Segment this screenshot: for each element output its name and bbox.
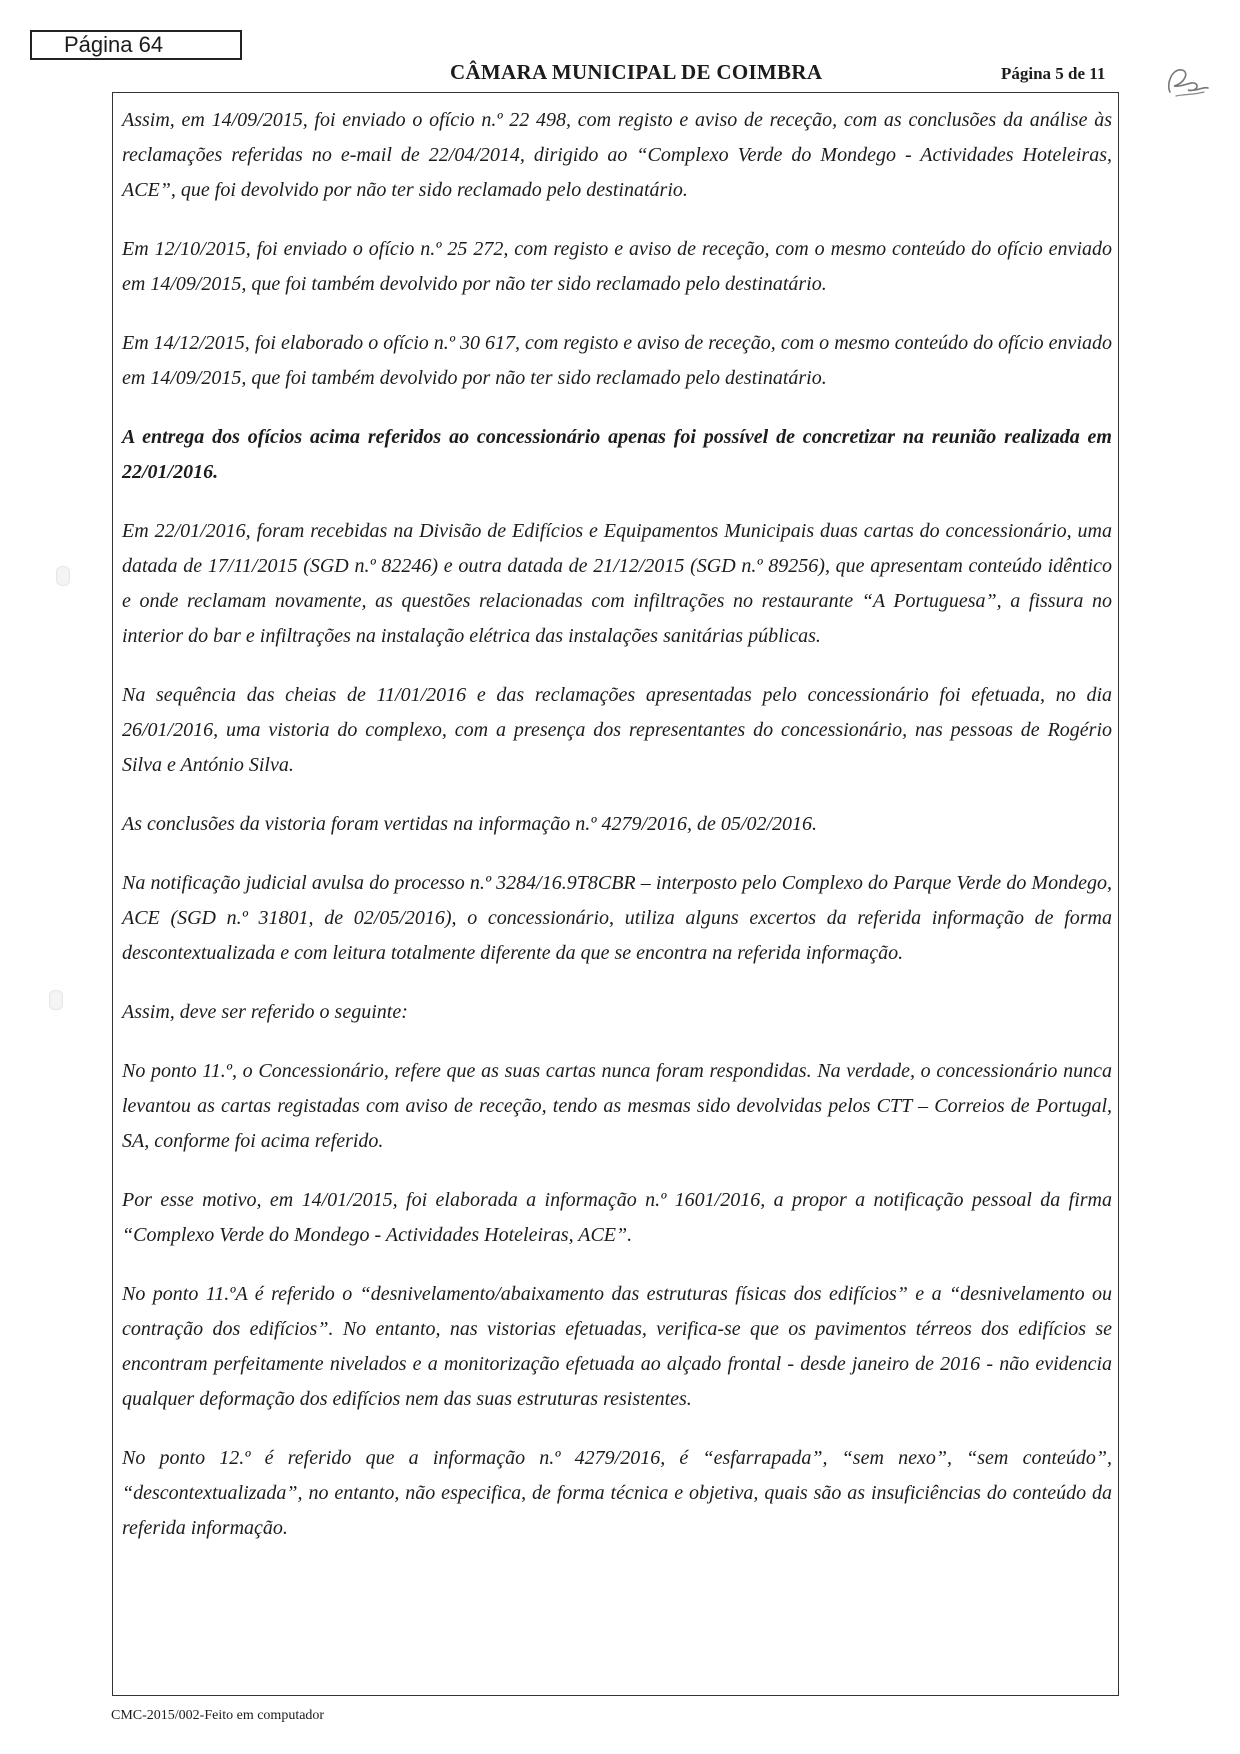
page-number-box: Página 64: [30, 30, 242, 60]
header-page-count: Página 5 de 11: [1001, 64, 1106, 83]
paragraph-ponto-11a: No ponto 11.ºA é referido o “desnivelamento/abaixamento das estruturas físicas dos edifícios” e a “desnivelamento ou contração dos edifícios”. No entanto, nas vistorias efetuadas, verifica-se que os pavimentos térreos dos edifícios se encontram perfeitamente nivelados e a monitorização efetuada ao alçado frontal - desde janeiro de 2016 - não evidencia qualquer deformação dos edifícios nem das suas estruturas resistentes.: [122, 1283, 1112, 1410]
content-frame: [112, 92, 1119, 1696]
paragraph-ponto-12: No ponto 12.º é referido que a informação n.º 4279/2016, é “esfarrapada”, “sem nexo”, “sem conteúdo”, “descontextualizada”, no entanto, não especifica, de forma técnica e objetiva, quais são as insuficiências do conteúdo da referida informação.: [122, 1447, 1112, 1539]
header-title: CÂMARA MUNICIPAL DE COIMBRA: [450, 60, 823, 84]
scan-mark: [56, 566, 70, 586]
signature-icon: [1162, 62, 1212, 102]
paragraph-assim: Assim, deve ser referido o seguinte:: [122, 1001, 408, 1023]
paragraph-oficio-25272: Em 12/10/2015, foi enviado o ofício n.º 25 272, com registo e aviso de receção, com o mesmo conteúdo do ofício enviado em 14/09/2015, que foi também devolvido por não ter sido reclamado pelo destinatário.: [122, 238, 1112, 295]
paragraph-conclusoes-vistoria: As conclusões da vistoria foram vertidas na informação n.º 4279/2016, de 05/02/2016.: [122, 813, 818, 835]
paragraph-informacao-1601: Por esse motivo, em 14/01/2015, foi elaborada a informação n.º 1601/2016, a propor a notificação pessoal da firma “Complexo Verde do Mondego - Actividades Hoteleiras, ACE”.: [122, 1189, 1112, 1246]
paragraph-notificacao-judicial: Na notificação judicial avulsa do processo n.º 3284/16.9T8CBR – interposto pelo Complexo do Parque Verde do Mondego, ACE (SGD n.º 31801, de 02/05/2016), o concessionário, utiliza alguns excertos da referida informação de forma descontextualizada e com leitura totalmente diferente da que se encontra na referida informação.: [122, 872, 1112, 964]
paragraph-entrega-oficios: A entrega dos ofícios acima referidos ao concessionário apenas foi possível de concretizar na reunião realizada em 22/01/2016.: [122, 426, 1112, 483]
paragraph-oficio-30617: Em 14/12/2015, foi elaborado o ofício n.º 30 617, com registo e aviso de receção, com o mesmo conteúdo do ofício enviado em 14/09/2015, que foi também devolvido por não ter sido reclamado pelo destinatário.: [122, 332, 1112, 389]
scan-mark: [49, 990, 63, 1010]
paragraph-cartas-concessionario: Em 22/01/2016, foram recebidas na Divisão de Edifícios e Equipamentos Municipais duas cartas do concessionário, uma datada de 17/11/2015 (SGD n.º 82246) e outra datada de 21/12/2015 (SGD n.º 89256), que apresentam conteúdo idêntico e onde reclamam novamente, as questões relacionadas com infiltrações no restaurante “A Portuguesa”, a fissura no interior do bar e infiltrações na instalação elétrica das instalações sanitárias públicas.: [122, 520, 1112, 647]
paragraph-ponto-11: No ponto 11.º, o Concessionário, refere que as suas cartas nunca foram respondidas. Na verdade, o concessionário nunca levantou as cartas registadas com aviso de receção, tendo as mesmas sido devolvidas pelos CTT – Correios de Portugal, SA, conforme foi acima referido.: [122, 1060, 1112, 1152]
footer-code: CMC-2015/002-Feito em computador: [111, 1708, 325, 1723]
paragraph-oficio-22498: Assim, em 14/09/2015, foi enviado o ofício n.º 22 498, com registo e aviso de receção, com as conclusões da análise às reclamações referidas no e-mail de 22/04/2014, dirigido ao “Complexo Verde do Mondego - Actividades Hoteleiras, ACE”, que foi devolvido por não ter sido reclamado pelo destinatário.: [122, 109, 1112, 201]
paragraph-vistoria: Na sequência das cheias de 11/01/2016 e das reclamações apresentadas pelo concessionário foi efetuada, no dia 26/01/2016, uma vistoria do complexo, com a presença dos representantes do concessionário, nas pessoas de Rogério Silva e António Silva.: [122, 684, 1112, 776]
